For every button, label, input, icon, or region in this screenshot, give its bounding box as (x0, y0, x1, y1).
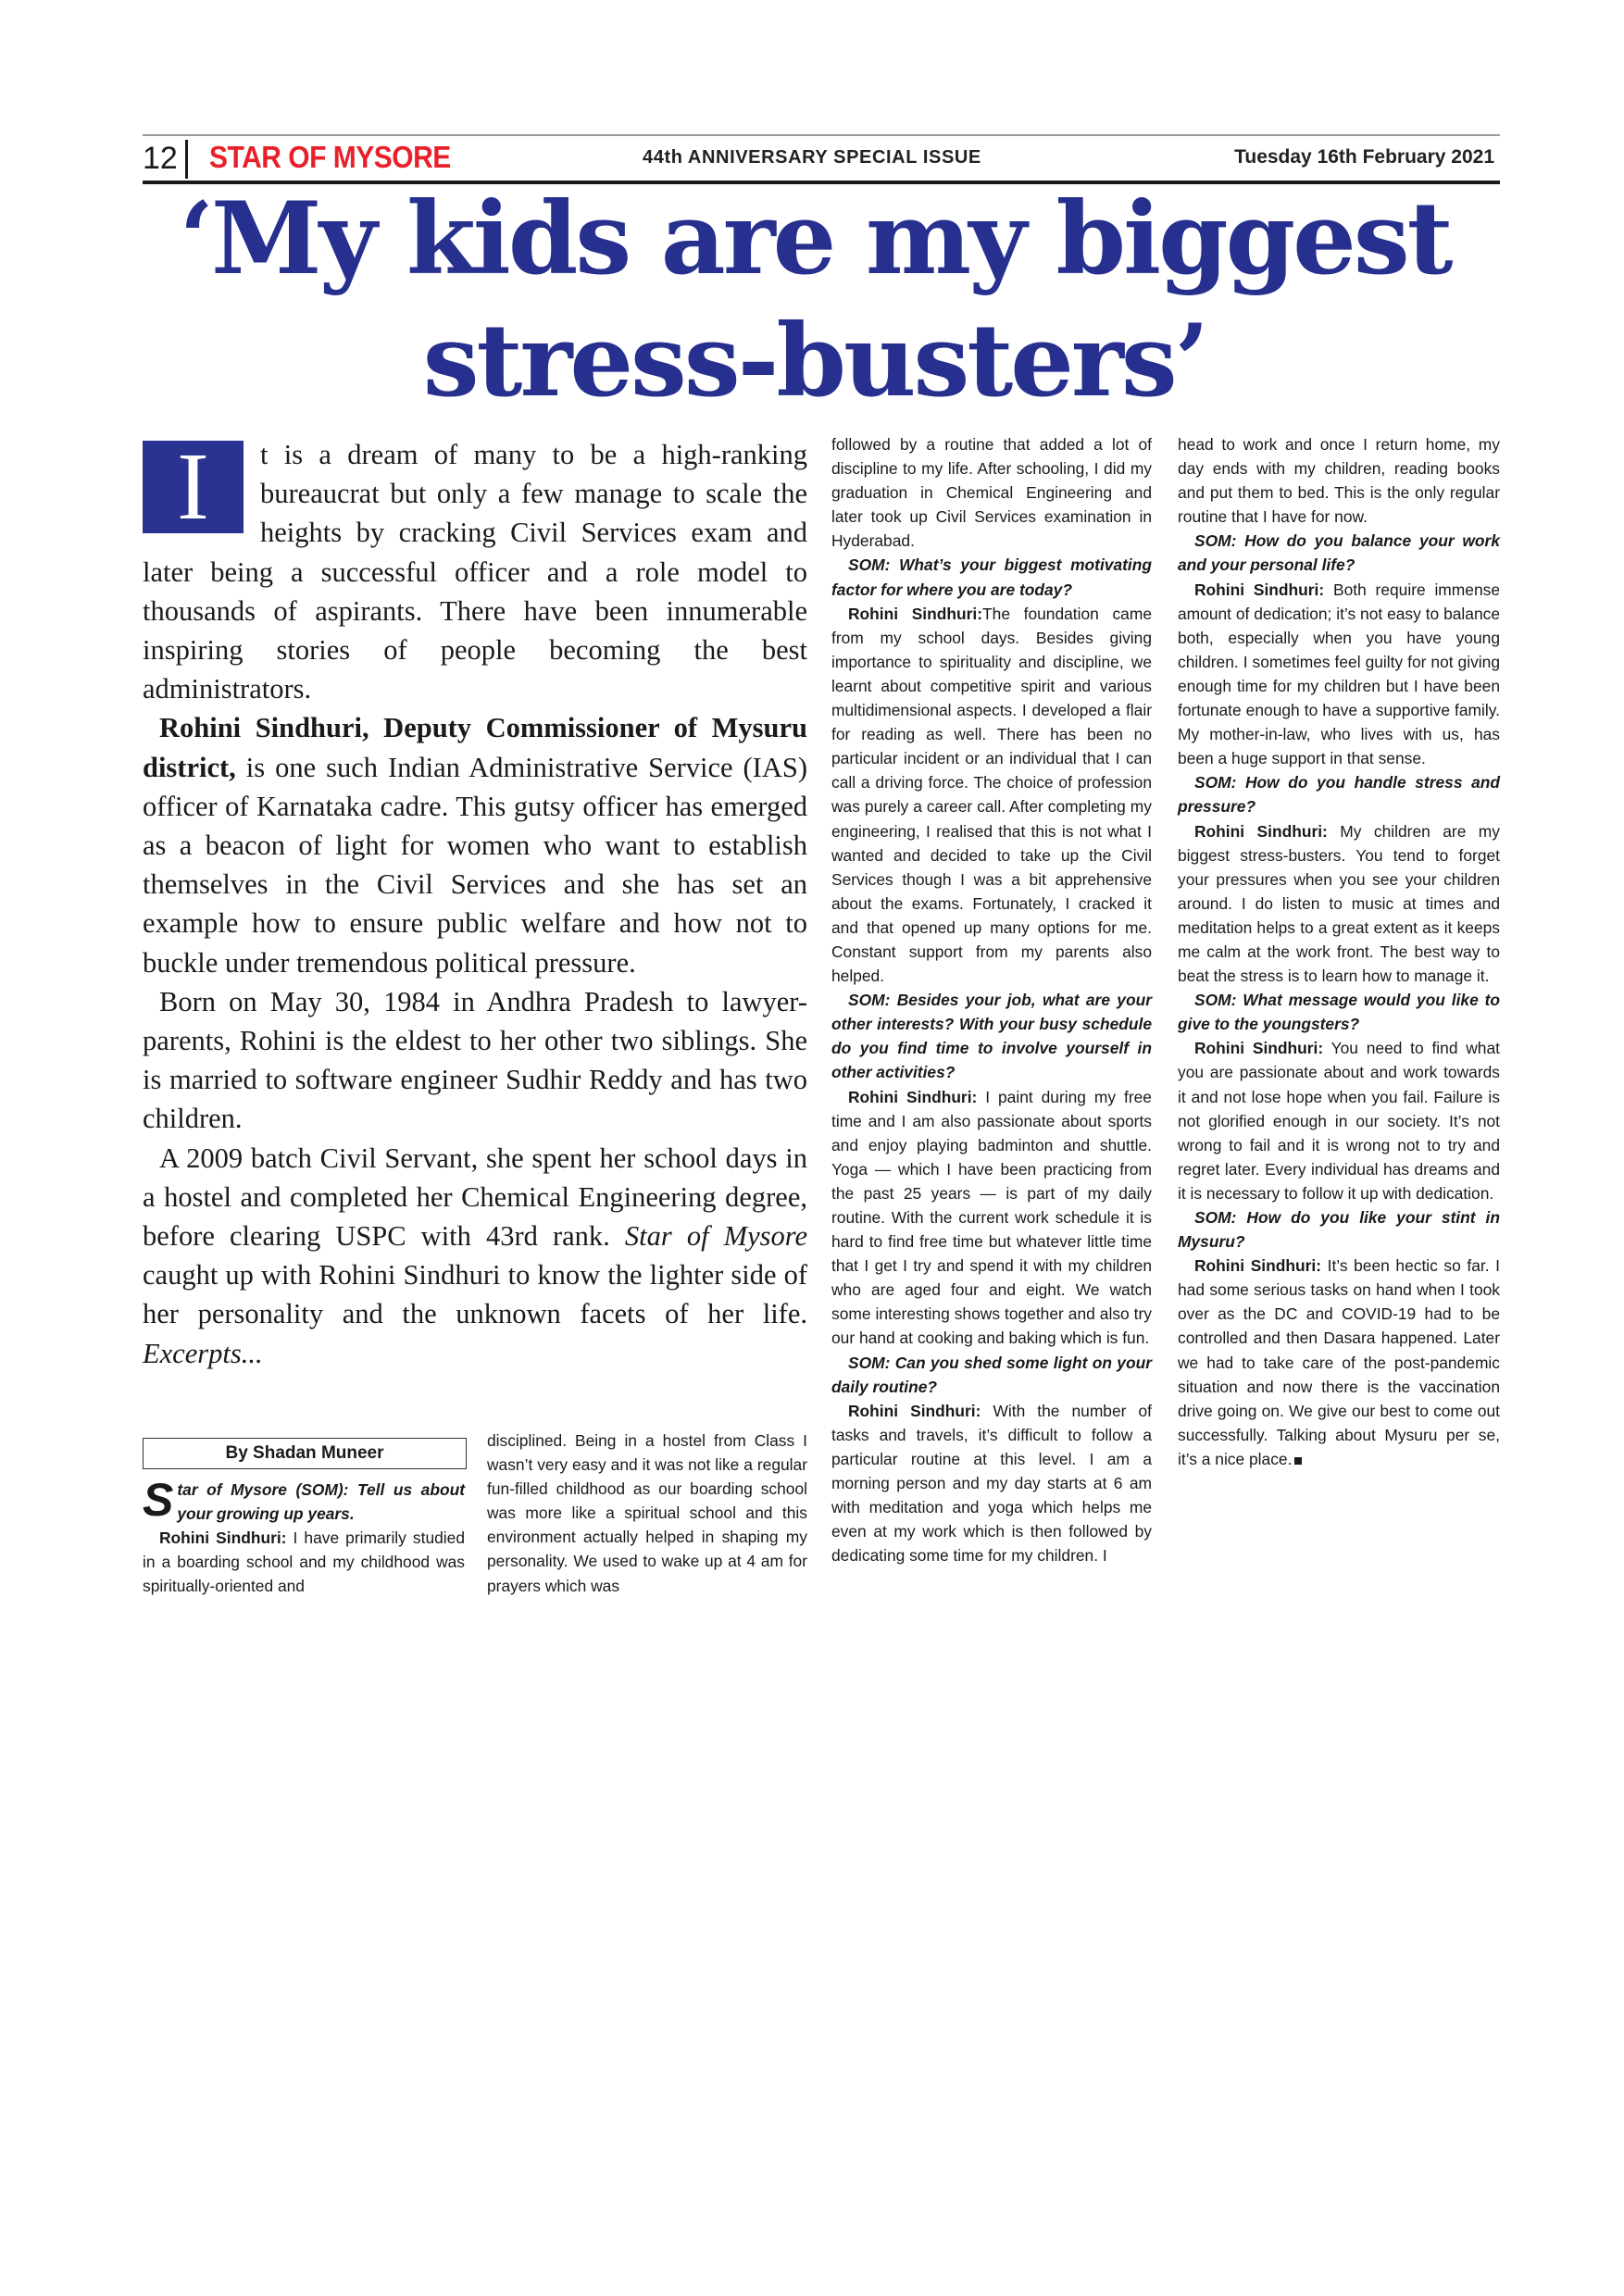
answer: Rohini Sindhuri:The foundation came from my school days. Besides giving importance to spirituality and discipline, we learnt about competitive spirit and various multidimensional aspects. I developed a flair for reading as well. There has been no particular incident or an individual that I can call a driving force. The choice of profession was purely a career call. After completing my engineering, I realised that this is not what I wanted and decided to take up the Civil Services though I was a bit apprehensive about the exams. Fortunately, I cracked it and that opened up many options for me. Constant support from my parents also helped. (831, 604, 1152, 986)
issue-date: Tuesday 16th February 2021 (1234, 146, 1494, 168)
body-column-1 (143, 1474, 465, 1598)
som-drop-cap: S (143, 1474, 174, 1526)
answer-continued: disciplined. Being in a hostel from Class I wasn’t very easy and it was not like a regular fun-filled childhood as our boarding school was more like a spiritual school and this environment actually helped in shaping my personality. We used to wake up at 4 am for prayers which was (487, 1431, 807, 1595)
question: SOM: How do you like your stint in Mysuru? (1178, 1208, 1500, 1252)
byline: By Shadan Muneer (143, 1438, 467, 1469)
body-column-4 (1178, 432, 1500, 1471)
answer: Rohini Sindhuri: It’s been hectic so far. I had some serious tasks on hand when I took over as the DC and COVID-19 had to be controlled and then Dasara happened. Later we had to take care of the post-pandemic situation and now there is the vaccination drive going on. We give our best to come out successfully. Talking about Mysuru per se, it’s a nice place. (1178, 1256, 1500, 1468)
answer-continued: followed by a routine that added a lot of discipline to my life. After schooling, I did my graduation in Chemical Engineering and later took up Civil Services examination in Hyderabad. (831, 435, 1152, 551)
intro-paragraph-2: Rohini Sindhuri, Deputy Commissioner of Mysuru district, is one such Indian Administrative Service (IAS) officer of Karnataka cadre. This gutsy officer has emerged as a beacon of light for women who want to establish themselves in the Civil Services and she has set an example how to ensure public welfare and how not to buckle under tremendous political pressure. (143, 712, 807, 979)
answer-continued: head to work and once I return home, my day ends with my children, reading books and put them to bed. This is the only regular routine that I have for now. (1178, 435, 1500, 527)
intro-paragraph-3: Born on May 30, 1984 in Andhra Pradesh to lawyer-parents, Rohini is the eldest to her other two siblings. She is married to software engineer Sudhir Reddy and has two children. (143, 985, 807, 1135)
issue-label: 44th ANNIVERSARY SPECIAL ISSUE (643, 147, 981, 168)
question: SOM: What’s your biggest motivating factor for where you are today? (831, 555, 1152, 599)
body-column-3 (831, 432, 1152, 1567)
paper-name: STAR OF MYSORE (209, 141, 451, 175)
answer: Rohini Sindhuri: Both require immense amount of dedication; it’s not easy to balance both, especially when you have young children. I sometimes feel guilty for not giving enough time for my children but I have been fortunate enough to have a supportive family. My mother-in-law, who lives with us, has been a huge support in that sense. (1178, 580, 1500, 768)
question: Star of Mysore (SOM): Tell us about your growing up years. (143, 1474, 465, 1526)
headline (120, 178, 1509, 422)
question: SOM: How do you handle stress and pressure? (1178, 773, 1500, 817)
question: SOM: How do you balance your work and your personal life? (1178, 531, 1500, 575)
drop-cap: I (143, 441, 244, 533)
masthead (143, 134, 1500, 184)
answer: Rohini Sindhuri: I paint during my free time and I am also passionate about sports and enjoy playing badminton and shuttle. Yoga — which I have been practicing from the past 25 years — is part of my daily routine. With the current work schedule it is hard to find free time but whatever little time that I get I try and spend it with my children who are aged four and eight. We watch some interesting shows together and also try our hand at cooking and baking which is fun. (831, 1087, 1152, 1348)
question: SOM: Besides your job, what are your other interests? With your busy schedule do you find time to involve yourself in other activities? (831, 991, 1152, 1082)
body-column-2 (487, 1429, 807, 1598)
headline-line-2: stress-busters’ (422, 303, 1207, 419)
intro-paragraph-4: A 2009 batch Civil Servant, she spent her school days in a hostel and completed her Chemical Engineering degree, before clearing USPC with 43rd rank. Star of Mysore caught up with Rohini Sindhuri to know the lighter side of her personality and the unknown facets of her life. Excerpts... (143, 1142, 807, 1369)
answer: Rohini Sindhuri: I have primarily studied in a boarding school and my childhood was spiritually-oriented and (143, 1529, 465, 1596)
answer: Rohini Sindhuri: You need to find what you are passionate about and work towards it and not lose hope when you fail. Failure is not glorified enough in our society. It’s not wrong to fail and it is wrong not to try and regret later. Every individual has dreams and it is necessary to follow it up with dedication. (1178, 1039, 1500, 1203)
question: SOM: What message would you like to give to the youngsters? (1178, 991, 1500, 1034)
headline-line-1: ‘My kids are my biggest (179, 181, 1451, 297)
page-number: 12 (143, 140, 188, 179)
intro-text (143, 435, 807, 1373)
intro-paragraph-1: I t is a dream of many to be a high-ranking bureaucrat but only a few manage to scale the heights by cracking Civil Services exam and later being a successful officer and a role model to thousands of aspirants. There have been innumerable inspiring stories of people becoming the best administrators. (143, 433, 807, 705)
answer: Rohini Sindhuri: My children are my biggest stress-busters. You tend to forget your pressures when you see your children around. I do listen to music at times and meditation helps to a great extent as it keeps me calm at the work front. The best way to beat the stress is to learn how to manage it. (1178, 821, 1500, 986)
answer: Rohini Sindhuri: With the number of tasks and travels, it’s difficult to follow a particular routine at this level. I am a morning person and my day starts at 6 am with meditation and yoga which helps me even at my work which is then followed by dedicating some time for my children. I (831, 1401, 1152, 1566)
end-mark (1294, 1457, 1302, 1465)
question: SOM: Can you shed some light on your daily routine? (831, 1353, 1152, 1396)
